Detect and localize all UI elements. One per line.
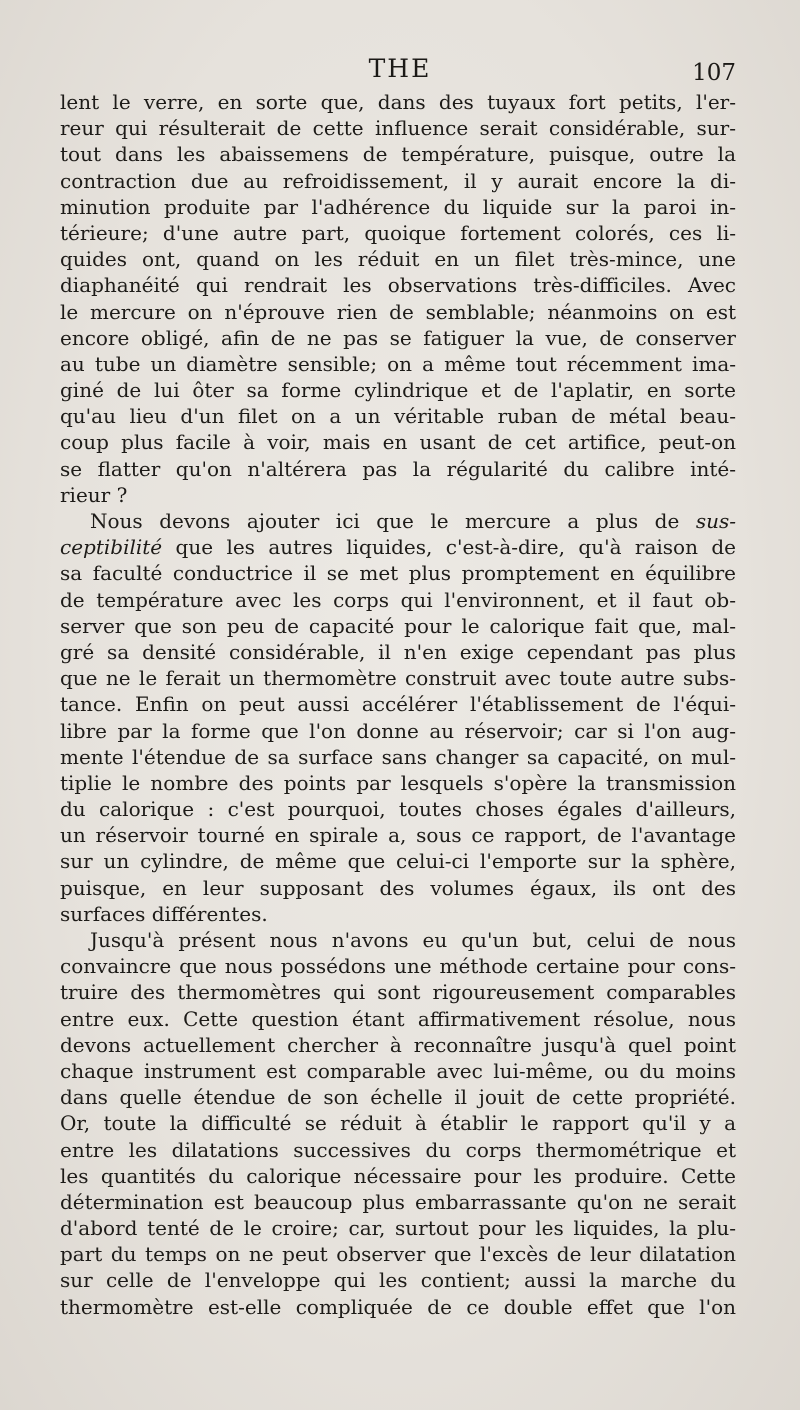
running-head: THE bbox=[368, 54, 432, 83]
text-line: sur un cylindre, de même que celui-ci l'emporte sur la sphère, bbox=[60, 849, 736, 874]
text-line: entre les dilatations successives du corps thermométrique et bbox=[60, 1137, 736, 1162]
text-line: térieure; d'une autre part, quoique fortement colorés, ces li- bbox=[60, 220, 736, 245]
text-line: mente l'étendue de sa surface sans changer sa capacité, on mul- bbox=[60, 744, 736, 769]
text-line: que ne le ferait un thermomètre construit avec toute autre subs- bbox=[60, 666, 736, 691]
text-line: les quantités du calorique nécessaire pour les produire. Cette bbox=[60, 1163, 736, 1188]
text-line: un réservoir tourné en spirale a, sous ce rapport, de l'avantage bbox=[60, 823, 736, 848]
text-line: devons actuellement chercher à reconnaître jusqu'à quel point bbox=[60, 1032, 736, 1057]
text-line: le mercure on n'éprouve rien de semblable; néanmoins on est bbox=[60, 299, 736, 324]
text-line: tance. Enfin on peut aussi accélérer l'établissement de l'équi- bbox=[60, 692, 736, 717]
text-line: server que son peu de capacité pour le calorique fait que, mal- bbox=[60, 613, 736, 638]
text-line: Or, toute la difficulté se réduit à établir le rapport qu'il y a bbox=[60, 1111, 736, 1136]
text-line: truire des thermomètres qui sont rigoureusement comparables bbox=[60, 980, 736, 1005]
page-number: 107 bbox=[692, 60, 736, 86]
text-line: gré sa densité considérable, il n'en exige cependant pas plus bbox=[60, 639, 736, 664]
text-line bbox=[60, 508, 736, 534]
text-line: sa faculté conductrice il se met plus promptement en équilibre bbox=[60, 561, 736, 586]
body-text bbox=[60, 89, 736, 1320]
text-line: contraction due au refroidissement, il y aurait encore la di- bbox=[60, 168, 736, 193]
text-line: giné de lui ôter sa forme cylindrique et de l'aplatir, en sorte bbox=[60, 378, 736, 403]
text-line: au tube un diamètre sensible; on a même tout récemment ima- bbox=[60, 351, 736, 376]
text-line: d'abord tenté de le croire; car, surtout pour les liquides, la plu- bbox=[60, 1216, 736, 1241]
text-line: du calorique : c'est pourquoi, toutes choses égales d'ailleurs, bbox=[60, 797, 736, 822]
text-line: libre par la forme que l'on donne au réservoir; car si l'on aug- bbox=[60, 718, 736, 743]
text-line: qu'au lieu d'un filet on a un véritable ruban de métal beau- bbox=[60, 404, 736, 429]
text-line: rieur ? bbox=[60, 482, 128, 507]
text-line: convaincre que nous possédons une méthode certaine pour cons- bbox=[60, 954, 736, 979]
text-line: sur celle de l'enveloppe qui les contient; aussi la marche du bbox=[60, 1268, 736, 1293]
text-line: se flatter qu'on n'altérera pas la régularité du calibre inté- bbox=[60, 456, 736, 481]
text-line: puisque, en leur supposant des volumes égaux, ils ont des bbox=[60, 875, 736, 900]
text-line: tiplie le nombre des points par lesquels s'opère la transmission bbox=[60, 770, 736, 795]
text-run: que les autres liquides, c'est-à-dire, qu'à raison de bbox=[162, 535, 736, 560]
text-line: lent le verre, en sorte que, dans des tuyaux fort petits, l'er- bbox=[60, 90, 736, 114]
text-line: encore obligé, afin de ne pas se fatiguer la vue, de conserver bbox=[60, 325, 736, 350]
text-line bbox=[60, 534, 736, 560]
text-line: thermomètre est-elle compliquée de ce double effet que l'on bbox=[60, 1294, 736, 1319]
text-line: Jusqu'à présent nous n'avons eu qu'un but, celui de nous bbox=[90, 928, 736, 952]
text-line: dans quelle étendue de son échelle il jouit de cette propriété. bbox=[60, 1085, 736, 1110]
text-line: diaphanéité qui rendrait les observations très-difficiles. Avec bbox=[60, 273, 736, 298]
text-line: quides ont, quand on les réduit en un filet très-mince, une bbox=[60, 247, 736, 272]
text-line: minution produite par l'adhérence du liquide sur la paroi in- bbox=[60, 194, 736, 219]
text-line: détermination est beaucoup plus embarrassante qu'on ne serait bbox=[60, 1189, 736, 1214]
text-line: chaque instrument est comparable avec lui-même, ou du moins bbox=[60, 1058, 736, 1083]
text-line: de température avec les corps qui l'environnent, et il faut ob- bbox=[60, 587, 736, 612]
text-line: surfaces différentes. bbox=[60, 901, 268, 926]
text-line: entre eux. Cette question étant affirmativement résolue, nous bbox=[60, 1006, 736, 1031]
page-header bbox=[60, 54, 740, 88]
italic-term: ceptibilité bbox=[60, 535, 163, 560]
text-line: coup plus facile à voir, mais en usant de cet artifice, peut-on bbox=[60, 430, 736, 455]
text-line: reur qui résulterait de cette influence serait considérable, sur- bbox=[60, 116, 736, 141]
text-run: Nous devons ajouter ici que le mercure a plus de bbox=[90, 509, 696, 533]
text-line: part du temps on ne peut observer que l'excès de leur dilatation bbox=[60, 1242, 736, 1267]
italic-term: sus- bbox=[695, 509, 736, 533]
text-line: tout dans les abaissemens de température, puisque, outre la bbox=[60, 142, 736, 167]
